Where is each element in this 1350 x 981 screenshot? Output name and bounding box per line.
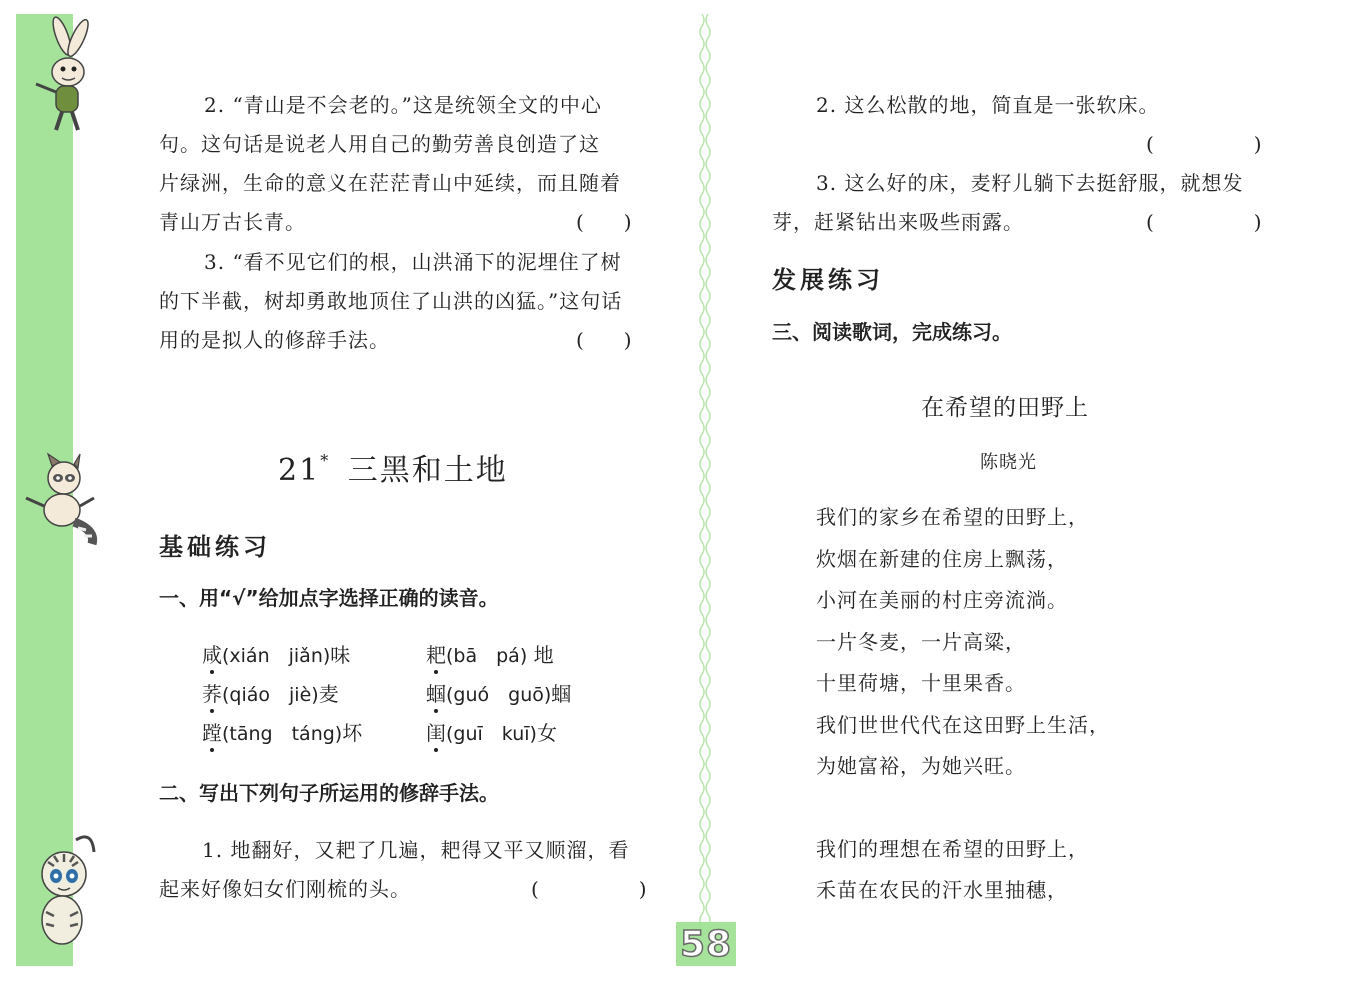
poem-line: 我们世世代代在这田野上生活， <box>816 713 1110 737</box>
ex2-item1-line-1: 1. 地翻好，又耙了几遍，耙得又平又顺溜，看 <box>202 838 630 862</box>
exercise-3-title: 三、阅读歌词，完成练习。 <box>772 320 1012 344</box>
lesson-number: 21 <box>278 453 321 488</box>
poem-line: 小河在美丽的村庄旁流淌。 <box>816 588 1068 612</box>
ex2-item3-line-2: 芽，赶紧钻出来吸些雨露。 <box>772 210 1024 234</box>
poem-line: 为她富裕，为她兴旺。 <box>816 754 1026 778</box>
q2-line-4: 青山万古长青。 <box>159 210 306 234</box>
poem-line: 我们的家乡在希望的田野上， <box>816 505 1089 529</box>
q2-line-3: 片绿洲，生命的意义在茫茫青山中延续，而且随着 <box>159 171 621 195</box>
ex2-item2-answer-blank[interactable]: ( ) <box>1146 132 1262 156</box>
poem-title: 在希望的田野上 <box>921 395 1089 421</box>
q3-line-2: 的下半截，树却勇敢地顶住了山洪的凶猛。”这句话 <box>159 289 623 313</box>
q2-line-1: 2. “青山是不会老的。”这是统领全文的中心 <box>204 93 602 117</box>
q3-line-3: 用的是拟人的修辞手法。 <box>159 328 390 352</box>
ex2-item1-line-2: 起来好像妇女们刚梳的头。 <box>159 877 411 901</box>
poem-line: 十里荷塘，十里果香。 <box>816 671 1026 695</box>
lesson-name: 三黑和土地 <box>347 453 508 488</box>
pinyin-item-gui: 闺(guī kuī)女 <box>426 721 557 745</box>
q3-line-1: 3. “看不见它们的根，山洪涌下的泥埋住了树 <box>204 250 622 274</box>
page-divider <box>697 14 713 926</box>
rabbit-mascot-icon <box>18 14 100 134</box>
lesson-title <box>278 441 508 491</box>
tiger-mascot-icon <box>18 826 102 956</box>
poem-line: 我们的理想在希望的田野上， <box>816 837 1089 861</box>
ex2-item2-line: 2. 这么松散的地，简直是一张软床。 <box>816 93 1160 117</box>
section-development-heading: 发展练习 <box>772 266 884 294</box>
page-number: 58 <box>679 923 733 965</box>
q2-answer-blank[interactable]: ( ) <box>576 210 632 234</box>
poem-author: 陈晓光 <box>980 452 1037 473</box>
pinyin-item-xian: 咸(xián jiǎn)味 <box>202 643 351 667</box>
poem-line: 一片冬麦，一片高粱， <box>816 630 1026 654</box>
q2-line-2: 句。这句话是说老人用自己的勤劳善良创造了这 <box>159 132 600 156</box>
pinyin-item-pa: 耙(bā pá) 地 <box>426 643 554 667</box>
section-basic-heading: 基础练习 <box>159 533 271 561</box>
pinyin-item-tang: 蹚(tāng táng)坏 <box>202 721 363 745</box>
poem-line: 禾苗在农民的汗水里抽穗， <box>816 878 1068 902</box>
ex2-item3-line-1: 3. 这么好的床，麦籽儿躺下去挺舒服，就想发 <box>816 171 1244 195</box>
poem-line: 炊烟在新建的住房上飘荡， <box>816 547 1068 571</box>
q3-answer-blank[interactable]: ( ) <box>576 328 632 352</box>
raccoon-mascot-icon <box>18 450 100 550</box>
lesson-star: * <box>320 451 331 470</box>
pinyin-item-qiao: 荞(qiáo jiè)麦 <box>202 682 339 706</box>
ex2-item1-answer-blank[interactable]: ( ) <box>531 877 647 901</box>
exercise-1-title: 一、用“√”给加点字选择正确的读音。 <box>159 586 499 610</box>
pinyin-item-guo: 蝈(guó guō)蝈 <box>426 682 572 706</box>
page-number-box <box>676 922 736 966</box>
exercise-2-title: 二、写出下列句子所运用的修辞手法。 <box>159 781 499 805</box>
ex2-item3-answer-blank[interactable]: ( ) <box>1146 210 1262 234</box>
